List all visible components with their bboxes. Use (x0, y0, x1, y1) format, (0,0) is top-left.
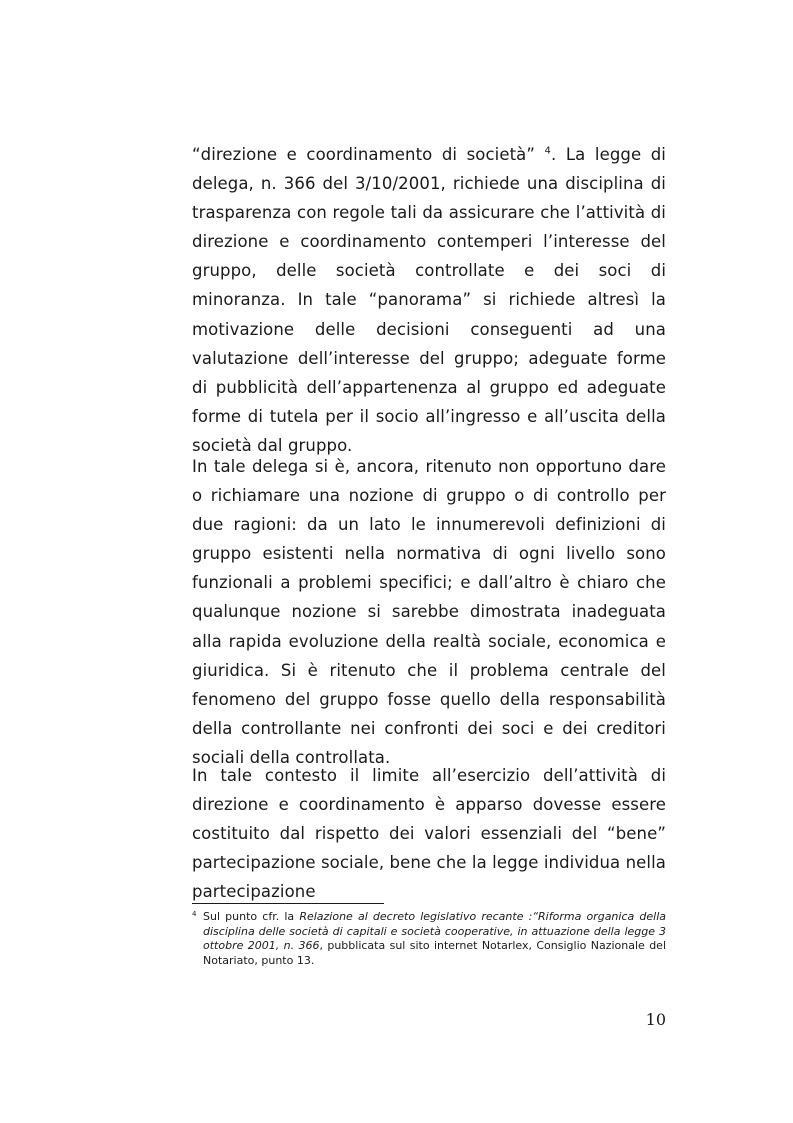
footnote-reference[interactable]: 4 (544, 145, 552, 157)
page-number: 10 (645, 1010, 666, 1029)
body-paragraph-3 (192, 761, 666, 906)
body-paragraph-1 (192, 140, 666, 460)
footnote-number: 4 (192, 910, 197, 918)
paragraph-1-start: “direzione e coordinamento di società” (192, 145, 545, 164)
footnote-text (192, 910, 666, 968)
paragraph-2-text: In tale delega si è, ancora, ritenuto non opportuno dare o richiamare una nozione di gruppo o di controllo per due ragioni: da un lato le innumerevoli definizioni di gruppo esistenti nella normativa di ogni livello sono funzionali a problemi specifici; e dall’altro è chiaro che qualunque nozione si sarebbe dimostrata inadeguata alla rapida evoluzione della realtà sociale, economica e giuridica. Si è ritenuto che il problema centrale del fenomeno del gruppo fosse quello della responsabilità della controllante nei confronti dei soci e dei creditori sociali della controllata. (192, 457, 666, 767)
footnote-cited-title: Relazione al decreto legislativo recante :“Riforma organica della disciplina delle società di capitali e società cooperative, in attuazione della legge 3 ottobre 2001, n. 366 (203, 910, 666, 953)
footnote (192, 910, 666, 968)
paragraph-1-rest: . La legge di delega, n. 366 del 3/10/2001, richiede una disciplina di trasparenza con regole tali da assicurare che l’attività di direzione e coordinamento contemperi l’interesse del gruppo, delle società controllate e dei soci di minoranza. In tale “panorama” si richiede altresì la motivazione delle decisioni conseguenti ad una valutazione dell’interesse del gruppo; adeguate forme di pubblicità dell’appartenenza al gruppo ed adeguate forme di tutela per il socio all’ingresso e all’uscita della società dal gruppo. (192, 145, 666, 455)
paragraph-3-text: In tale contesto il limite all’esercizio dell’attività di direzione e coordinamento è apparso dovesse essere costituito dal rispetto dei valori essenziali del “bene” partecipazione sociale, bene che la legge individua nella partecipazione (192, 766, 666, 902)
body-paragraph-2 (192, 452, 666, 772)
footnote-separator (192, 903, 384, 904)
footnote-rest: , pubblicata sul sito internet Notarlex, Consiglio Nazionale del Notariato, punto 13. (203, 939, 666, 967)
footnote-intro: Sul punto cfr. la (203, 910, 300, 923)
